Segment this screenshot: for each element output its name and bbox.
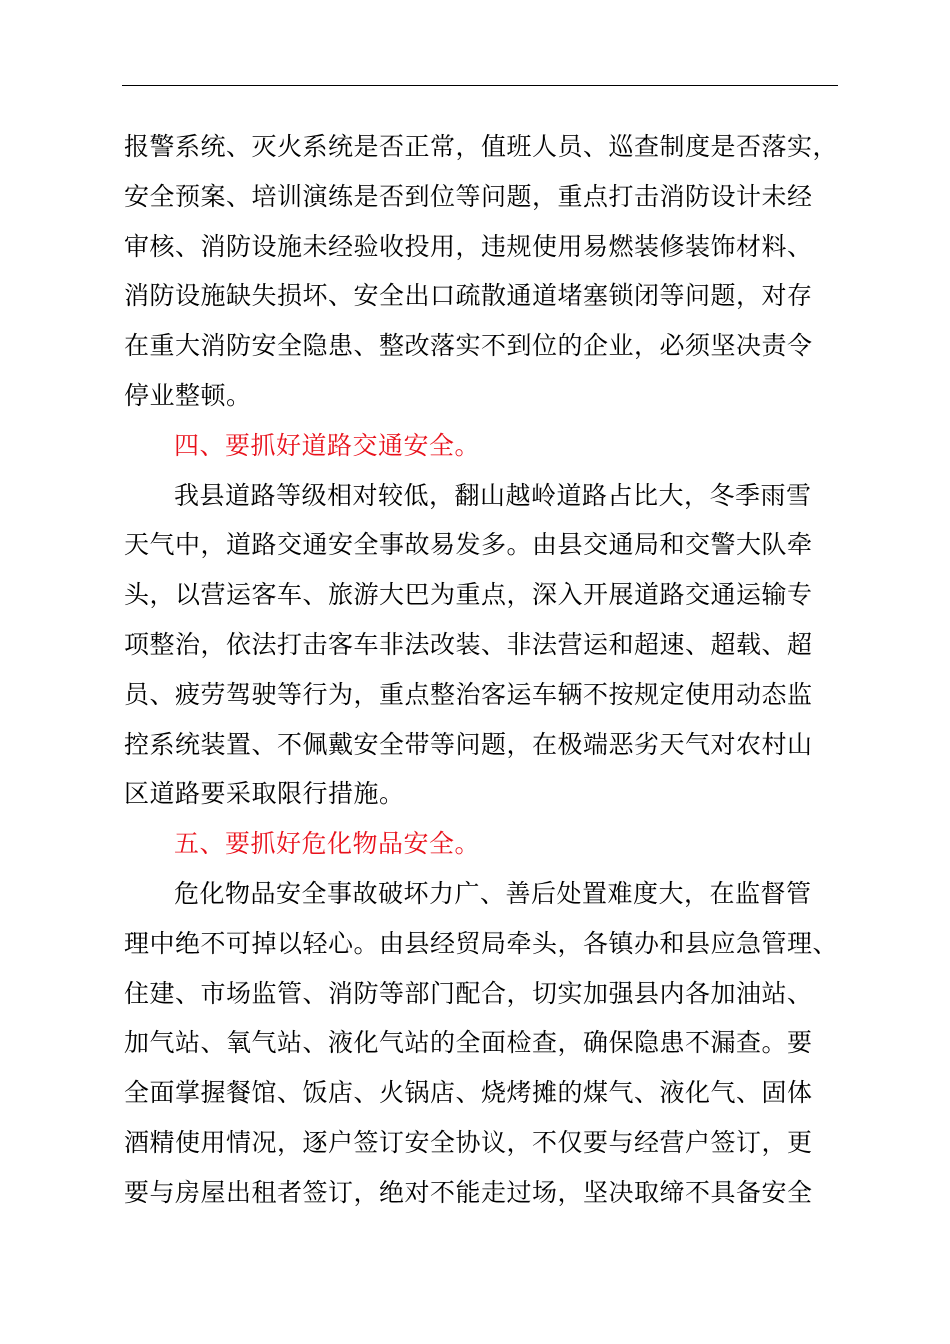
text-line: 报警系统、灭火系统是否正常，值班人员、巡查制度是否落实， bbox=[124, 132, 839, 161]
text-line: 酒精使用情况，逐户签订安全协议，不仅要与经营户签订，更 bbox=[124, 1127, 813, 1157]
text-line: 区道路要采取限行措施。 bbox=[124, 779, 405, 809]
text-line: 天气中，道路交通安全事故易发多。由县交通局和交警大队牵 bbox=[124, 530, 813, 560]
text-line: 全面掌握餐馆、饭店、火锅店、烧烤摊的煤气、液化气、固体 bbox=[124, 1078, 813, 1108]
text-line: 停业整顿。 bbox=[124, 380, 252, 410]
text-line: 员、疲劳驾驶等行为，重点整治客运车辆不按规定使用动态监 bbox=[124, 679, 813, 709]
section-heading-road-traffic: 四、要抓好道路交通安全。 bbox=[174, 430, 481, 460]
text-line: 要与房屋出租者签订，绝对不能走过场，坚决取缔不具备安全 bbox=[124, 1177, 813, 1207]
paragraph-first-line: 我县道路等级相对较低，翻山越岭道路占比大，冬季雨雪 bbox=[174, 480, 812, 510]
document-body bbox=[124, 122, 854, 1218]
header-rule bbox=[122, 85, 838, 86]
text-line: 理中绝不可掉以轻心。由县经贸局牵头，各镇办和县应急管理、 bbox=[124, 928, 839, 958]
paragraph-first-line: 危化物品安全事故破坏力广、善后处置难度大，在监督管 bbox=[174, 878, 812, 908]
text-line: 消防设施缺失损坏、安全出口疏散通道堵塞锁闭等问题，对存 bbox=[124, 281, 813, 311]
text-line: 头，以营运客车、旅游大巴为重点，深入开展道路交通运输专 bbox=[124, 580, 813, 610]
text-line: 在重大消防安全隐患、整改落实不到位的企业，必须坚决责令 bbox=[124, 331, 813, 361]
text-line: 安全预案、培训演练是否到位等问题，重点打击消防设计未经 bbox=[124, 181, 813, 211]
text-line: 加气站、氧气站、液化气站的全面检查，确保隐患不漏查。要 bbox=[124, 1028, 813, 1058]
text-line: 控系统装置、不佩戴安全带等问题，在极端恶劣天气对农村山 bbox=[124, 729, 813, 759]
text-line: 项整治，依法打击客车非法改装、非法营运和超速、超载、超 bbox=[124, 629, 813, 659]
text-line: 住建、市场监管、消防等部门配合，切实加强县内各加油站、 bbox=[124, 978, 813, 1008]
text-line: 审核、消防设施未经验收投用，违规使用易燃装修装饰材料、 bbox=[124, 231, 813, 261]
section-heading-hazardous-chemicals: 五、要抓好危化物品安全。 bbox=[174, 829, 481, 859]
